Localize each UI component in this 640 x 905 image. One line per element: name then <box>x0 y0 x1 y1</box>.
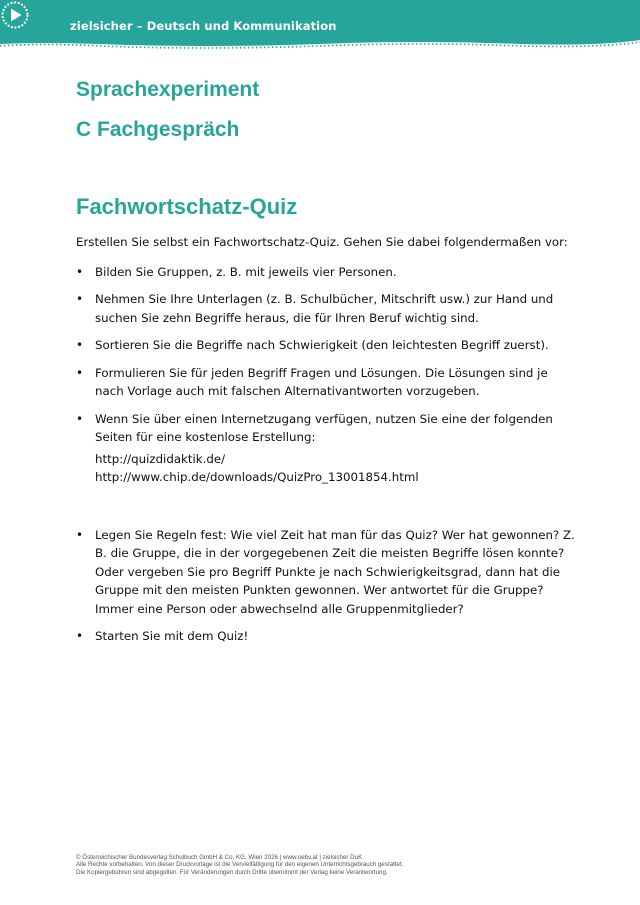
play-logo-icon <box>0 0 30 30</box>
list-item: • Wenn Sie über einen Internetzugang verfügen, nutzen Sie eine der folgenden Seiten für eine kostenlose Erstellung: http://quizdidaktik.de/ http://www.chip.de/downloads/QuizPro_13001854.html <box>76 410 576 487</box>
list-item: • Legen Sie Regeln fest: Wie viel Zeit hat man für das Quiz? Wer hat gewonnen? Z. B. die Gruppe, die in der vorgegebenen Zeit die meisten Begriffe lösen konnte? Oder vergeben Sie pro Begriff Punkte je nach Schwierigkeitsgrad, dann hat die Gruppe mit den meisten Punkten gewonnen. Wer antwortet für die Gruppe? Immer eine Person oder abwechselnd alle Gruppenmitglieder? <box>76 527 575 616</box>
intro-text: Erstellen Sie selbst ein Fachwortschatz-Quiz. Gehen Sie dabei folgendermaßen vor: <box>76 235 568 249</box>
instruction-list <box>76 263 576 487</box>
footer-copyright: © Österreichischer Bundesverlag Schulbuch GmbH & Co. KG, Wien 2026 | www.oebv.at | zielsicher DuK <box>76 854 363 861</box>
bullet-icon: • <box>76 365 84 380</box>
instruction-list-2 <box>76 526 576 646</box>
list-item: • Sortieren Sie die Begriffe nach Schwierigkeit (den leichtesten Begriff zuerst). <box>76 336 576 355</box>
header-banner <box>0 0 640 46</box>
brand-text: zielsicher – Deutsch und Kommunikation <box>70 19 337 33</box>
list-item: • Starten Sie mit dem Quiz! <box>76 627 576 646</box>
list-item: • Formulieren Sie für jeden Begriff Fragen und Lösungen. Die Lösungen sind je nach Vorlage auch mit falschen Alternativantworten vorzugeben. <box>76 365 548 398</box>
bullet-icon: • <box>76 629 84 643</box>
page-title: Sprachexperiment <box>76 78 260 101</box>
content <box>76 233 576 655</box>
link-quizdidaktik[interactable]: http://quizdidaktik.de/ <box>95 451 226 466</box>
section-title: Fachwortschatz-Quiz <box>76 194 298 219</box>
bullet-icon: • <box>76 338 84 352</box>
footer-rights: Alle Rechte vorbehalten. Von dieser Druckvorlage ist die Vervielfältigung für den eigenen Unterrichtsgebrauch gestattet. <box>76 861 404 869</box>
bullet-icon: • <box>76 264 84 279</box>
link-chip-quizpro[interactable]: http://www.chip.de/downloads/QuizPro_13001854.html <box>95 470 419 484</box>
page-subtitle: C Fachgespräch <box>76 118 240 141</box>
link-list <box>95 450 576 487</box>
bullet-icon: • <box>76 411 84 426</box>
footer <box>76 854 596 876</box>
bullet-icon: • <box>76 527 84 542</box>
bullet-icon: • <box>76 292 84 306</box>
list-item: • Nehmen Sie Ihre Unterlagen (z. B. Schulbücher, Mitschrift usw.) zur Hand und suchen Sie zehn Begriffe heraus, die für Ihren Beruf wichtig sind. <box>76 292 554 325</box>
list-item: • Bilden Sie Gruppen, z. B. mit jeweils vier Personen. <box>76 263 576 282</box>
footer-disclaimer: Die Kopiergebühren sind abgegolten. Für Veränderungen durch Dritte übernimmt der Verlag keine Verantwortung. <box>76 868 388 876</box>
